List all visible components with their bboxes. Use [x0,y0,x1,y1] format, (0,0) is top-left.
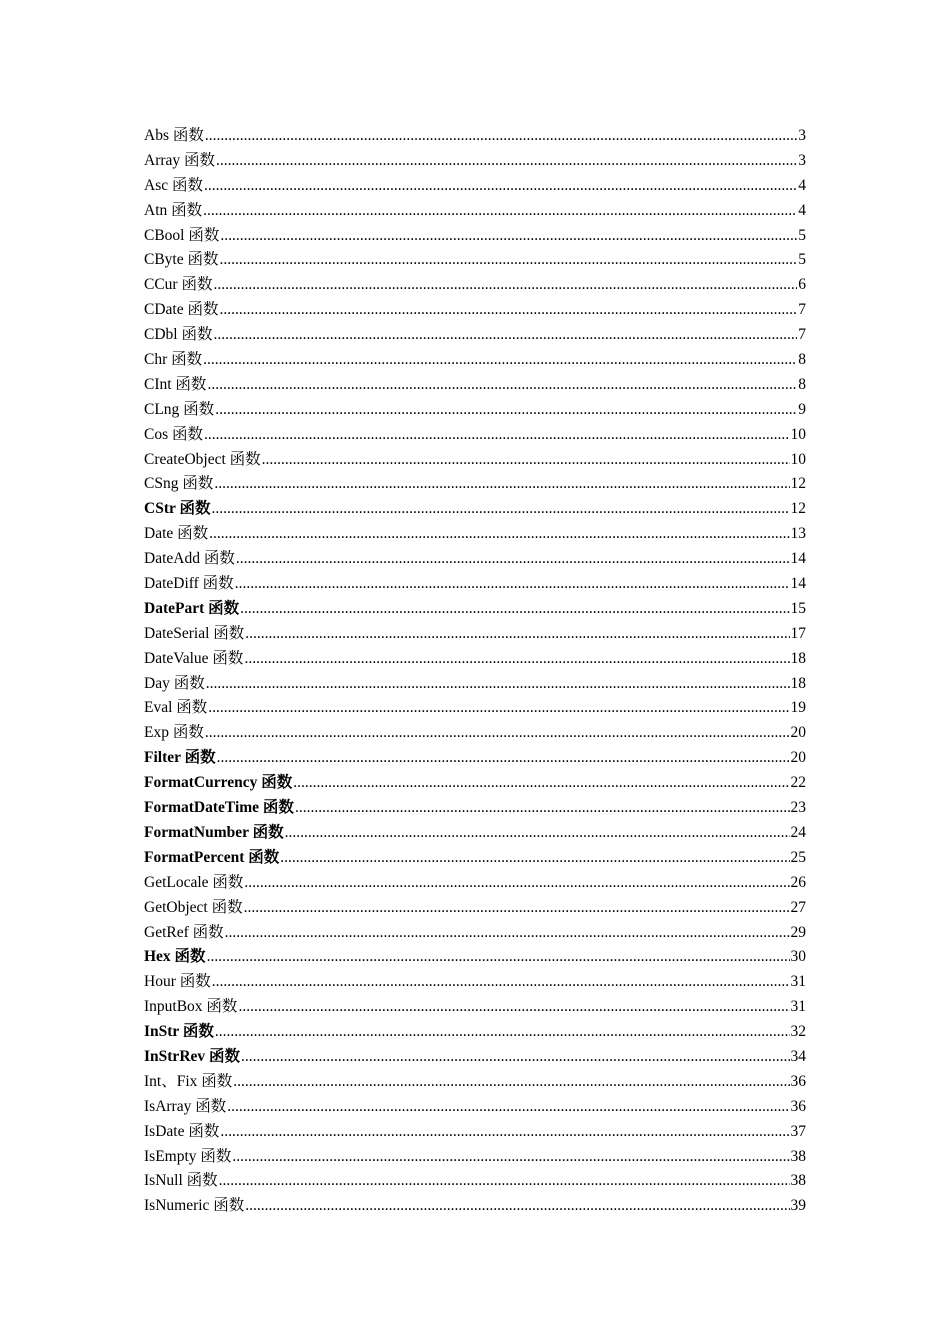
toc-entry-page-number: 7 [798,326,806,344]
toc-entry-page-number: 12 [790,500,806,518]
toc-entry[interactable] [144,149,806,174]
toc-dot-leader [244,871,789,896]
toc-entry-title: CBool 函数 [144,226,220,244]
toc-dot-leader [240,597,789,622]
toc-entry-page-number: 10 [790,425,806,443]
toc-entry-title: DateAdd 函数 [144,550,235,568]
toc-entry-page-number: 31 [790,973,806,991]
toc-entry[interactable] [144,1020,806,1045]
toc-entry-title: CreateObject 函数 [144,450,261,468]
toc-entry-title: Chr 函数 [144,351,203,369]
toc-entry[interactable] [144,1045,806,1070]
toc-entry-page-number: 24 [790,823,806,841]
toc-entry[interactable] [144,921,806,946]
toc-entry[interactable] [144,323,806,348]
toc-entry-page-number: 3 [798,151,806,169]
toc-entry-title: InputBox 函数 [144,998,238,1016]
toc-entry[interactable] [144,572,806,597]
toc-entry[interactable] [144,1145,806,1170]
toc-entry-title: IsDate 函数 [144,1122,220,1140]
toc-entry-page-number: 31 [790,998,806,1016]
toc-entry-title: Atn 函数 [144,201,203,219]
toc-entry[interactable] [144,896,806,921]
toc-entry-title: FormatPercent 函数 [144,848,280,866]
toc-entry-page-number: 10 [790,450,806,468]
toc-dot-leader [220,248,798,273]
toc-entry-page-number: 23 [790,799,806,817]
toc-entry[interactable] [144,821,806,846]
toc-dot-leader [244,647,789,672]
toc-entry-page-number: 8 [798,351,806,369]
toc-dot-leader [211,497,789,522]
toc-entry-page-number: 8 [798,375,806,393]
toc-entry-page-number: 30 [790,948,806,966]
toc-entry[interactable] [144,174,806,199]
toc-entry-title: InStrRev 函数 [144,1047,241,1065]
toc-entry[interactable] [144,398,806,423]
toc-entry-page-number: 9 [798,400,806,418]
toc-entry-page-number: 3 [798,127,806,144]
toc-entry-page-number: 36 [790,1072,806,1090]
toc-entry-title: CSng 函数 [144,475,214,493]
toc-entry-page-number: 25 [790,848,806,866]
toc-dot-leader [236,547,790,572]
toc-entry-title: CLng 函数 [144,400,215,418]
toc-entry-title: DatePart 函数 [144,599,240,617]
toc-entry-title: Date 函数 [144,525,209,543]
toc-entry-title: CCur 函数 [144,276,213,294]
toc-entry-page-number: 4 [798,176,806,194]
toc-entry-title: FormatNumber 函数 [144,823,284,841]
toc-dot-leader [212,970,790,995]
toc-entry-title: Abs 函数 [144,127,204,144]
toc-entry-title: GetObject 函数 [144,898,243,916]
toc-entry-page-number: 18 [790,649,806,667]
toc-dot-leader [203,348,797,373]
toc-dot-leader [262,448,790,473]
toc-entry-title: IsArray 函数 [144,1097,227,1115]
toc-entry[interactable] [144,970,806,995]
toc-entry[interactable] [144,199,806,224]
toc-entry-page-number: 5 [798,251,806,269]
toc-dot-leader [206,672,790,697]
toc-entry-page-number: 34 [790,1047,806,1065]
toc-entry-title: Filter 函数 [144,749,216,767]
toc-entry-page-number: 22 [790,774,806,792]
toc-entry-page-number: 29 [790,923,806,941]
toc-dot-leader [241,1045,789,1070]
toc-entry-title: DateSerial 函数 [144,624,245,642]
toc-entry[interactable] [144,248,806,273]
toc-entry-page-number: 12 [790,475,806,493]
toc-entry-page-number: 38 [790,1147,806,1165]
toc-dot-leader [215,1020,790,1045]
toc-entry-title: FormatCurrency 函数 [144,774,293,792]
toc-entry[interactable] [144,771,806,796]
toc-entry-page-number: 7 [798,301,806,319]
toc-entry-title: Asc 函数 [144,176,203,194]
toc-dot-leader [203,199,797,224]
toc-entry-page-number: 15 [790,599,806,617]
toc-dot-leader [204,423,790,448]
toc-dot-leader [227,1095,789,1120]
toc-dot-leader [285,821,790,846]
toc-entry-page-number: 37 [790,1122,806,1140]
toc-entry-page-number: 14 [790,550,806,568]
toc-entry[interactable] [144,547,806,572]
toc-entry[interactable] [144,448,806,473]
toc-dot-leader [215,398,797,423]
toc-entry-title: CDbl 函数 [144,326,213,344]
toc-entry-title: Eval 函数 [144,699,208,717]
toc-entry-page-number: 27 [790,898,806,916]
toc-entry-page-number: 5 [798,226,806,244]
toc-dot-leader [244,896,790,921]
toc-dot-leader [208,696,789,721]
toc-entry[interactable] [144,696,806,721]
toc-entry[interactable] [144,647,806,672]
toc-entry-page-number: 14 [790,575,806,593]
toc-dot-leader [220,1120,789,1145]
toc-dot-leader [293,771,789,796]
toc-entry-title: DateDiff 函数 [144,575,234,593]
toc-entry-page-number: 36 [790,1097,806,1115]
toc-entry[interactable] [144,472,806,497]
toc-entry[interactable] [144,1070,806,1095]
toc-entry[interactable] [144,522,806,547]
toc-entry-page-number: 26 [790,873,806,891]
toc-dot-leader [213,273,797,298]
toc-entry[interactable] [144,373,806,398]
toc-entry[interactable] [144,348,806,373]
toc-dot-leader [219,298,797,323]
toc-entry[interactable] [144,1169,806,1194]
toc-entry-title: CInt 函数 [144,375,207,393]
toc-entry[interactable] [144,945,806,970]
toc-entry-page-number: 19 [790,699,806,717]
toc-dot-leader [235,572,790,597]
toc-entry-title: CDate 函数 [144,301,219,319]
toc-entry[interactable] [144,622,806,647]
toc-entry[interactable] [144,796,806,821]
toc-dot-leader [238,995,789,1020]
toc-entry-page-number: 39 [790,1197,806,1215]
toc-dot-leader [209,522,789,547]
toc-entry-title: Day 函数 [144,674,205,692]
toc-entry-title: FormatDateTime 函数 [144,799,294,817]
toc-entry-title: Hour 函数 [144,973,211,991]
toc-entry[interactable] [144,871,806,896]
toc-entry[interactable] [144,721,806,746]
toc-entry[interactable] [144,846,806,871]
toc-dot-leader [207,373,797,398]
toc-entry[interactable] [144,1194,806,1219]
toc-dot-leader [280,846,789,871]
toc-dot-leader [233,1070,789,1095]
toc-entry[interactable] [144,224,806,249]
toc-dot-leader [205,721,790,746]
toc-entry-title: IsNull 函数 [144,1172,218,1190]
toc-entry-page-number: 20 [790,724,806,742]
toc-entry[interactable] [144,746,806,771]
table-of-contents [144,124,806,1219]
toc-entry[interactable] [144,1095,806,1120]
toc-entry-title: IsNumeric 函数 [144,1197,245,1215]
toc-dot-leader [216,149,797,174]
toc-dot-leader [225,921,790,946]
toc-entry-page-number: 20 [790,749,806,767]
toc-entry[interactable] [144,672,806,697]
toc-entry-title: Hex 函数 [144,948,206,966]
toc-entry-page-number: 4 [798,201,806,219]
toc-entry-page-number: 32 [790,1023,806,1041]
toc-entry[interactable] [144,497,806,522]
toc-entry-title: InStr 函数 [144,1023,214,1041]
toc-dot-leader [204,174,797,199]
toc-dot-leader [207,945,790,970]
toc-entry[interactable] [144,298,806,323]
toc-dot-leader [245,1194,789,1219]
toc-entry-title: DateValue 函数 [144,649,244,667]
toc-entry-page-number: 18 [790,674,806,692]
toc-entry[interactable] [144,995,806,1020]
toc-entry-page-number: 38 [790,1172,806,1190]
toc-entry-title: Exp 函数 [144,724,204,742]
toc-dot-leader [205,124,797,149]
toc-entry-page-number: 6 [798,276,806,294]
toc-entry[interactable] [144,124,806,149]
toc-entry[interactable] [144,597,806,622]
toc-dot-leader [232,1145,789,1170]
toc-dot-leader [217,746,790,771]
toc-entry[interactable] [144,1120,806,1145]
toc-dot-leader [245,622,789,647]
toc-entry-title: Int、Fix 函数 [144,1072,233,1090]
toc-entry[interactable] [144,423,806,448]
toc-entry-title: CStr 函数 [144,500,211,518]
toc-dot-leader [214,472,789,497]
toc-entry-title: IsEmpty 函数 [144,1147,232,1165]
toc-dot-leader [213,323,797,348]
toc-entry-title: CByte 函数 [144,251,219,269]
toc-entry-title: Array 函数 [144,151,216,169]
toc-dot-leader [220,224,797,249]
toc-entry-title: GetRef 函数 [144,923,224,941]
toc-entry-title: Cos 函数 [144,425,203,443]
toc-dot-leader [295,796,790,821]
toc-entry-page-number: 13 [790,525,806,543]
toc-entry[interactable] [144,273,806,298]
toc-entry-page-number: 17 [790,624,806,642]
toc-entry-title: GetLocale 函数 [144,873,244,891]
toc-dot-leader [219,1169,790,1194]
